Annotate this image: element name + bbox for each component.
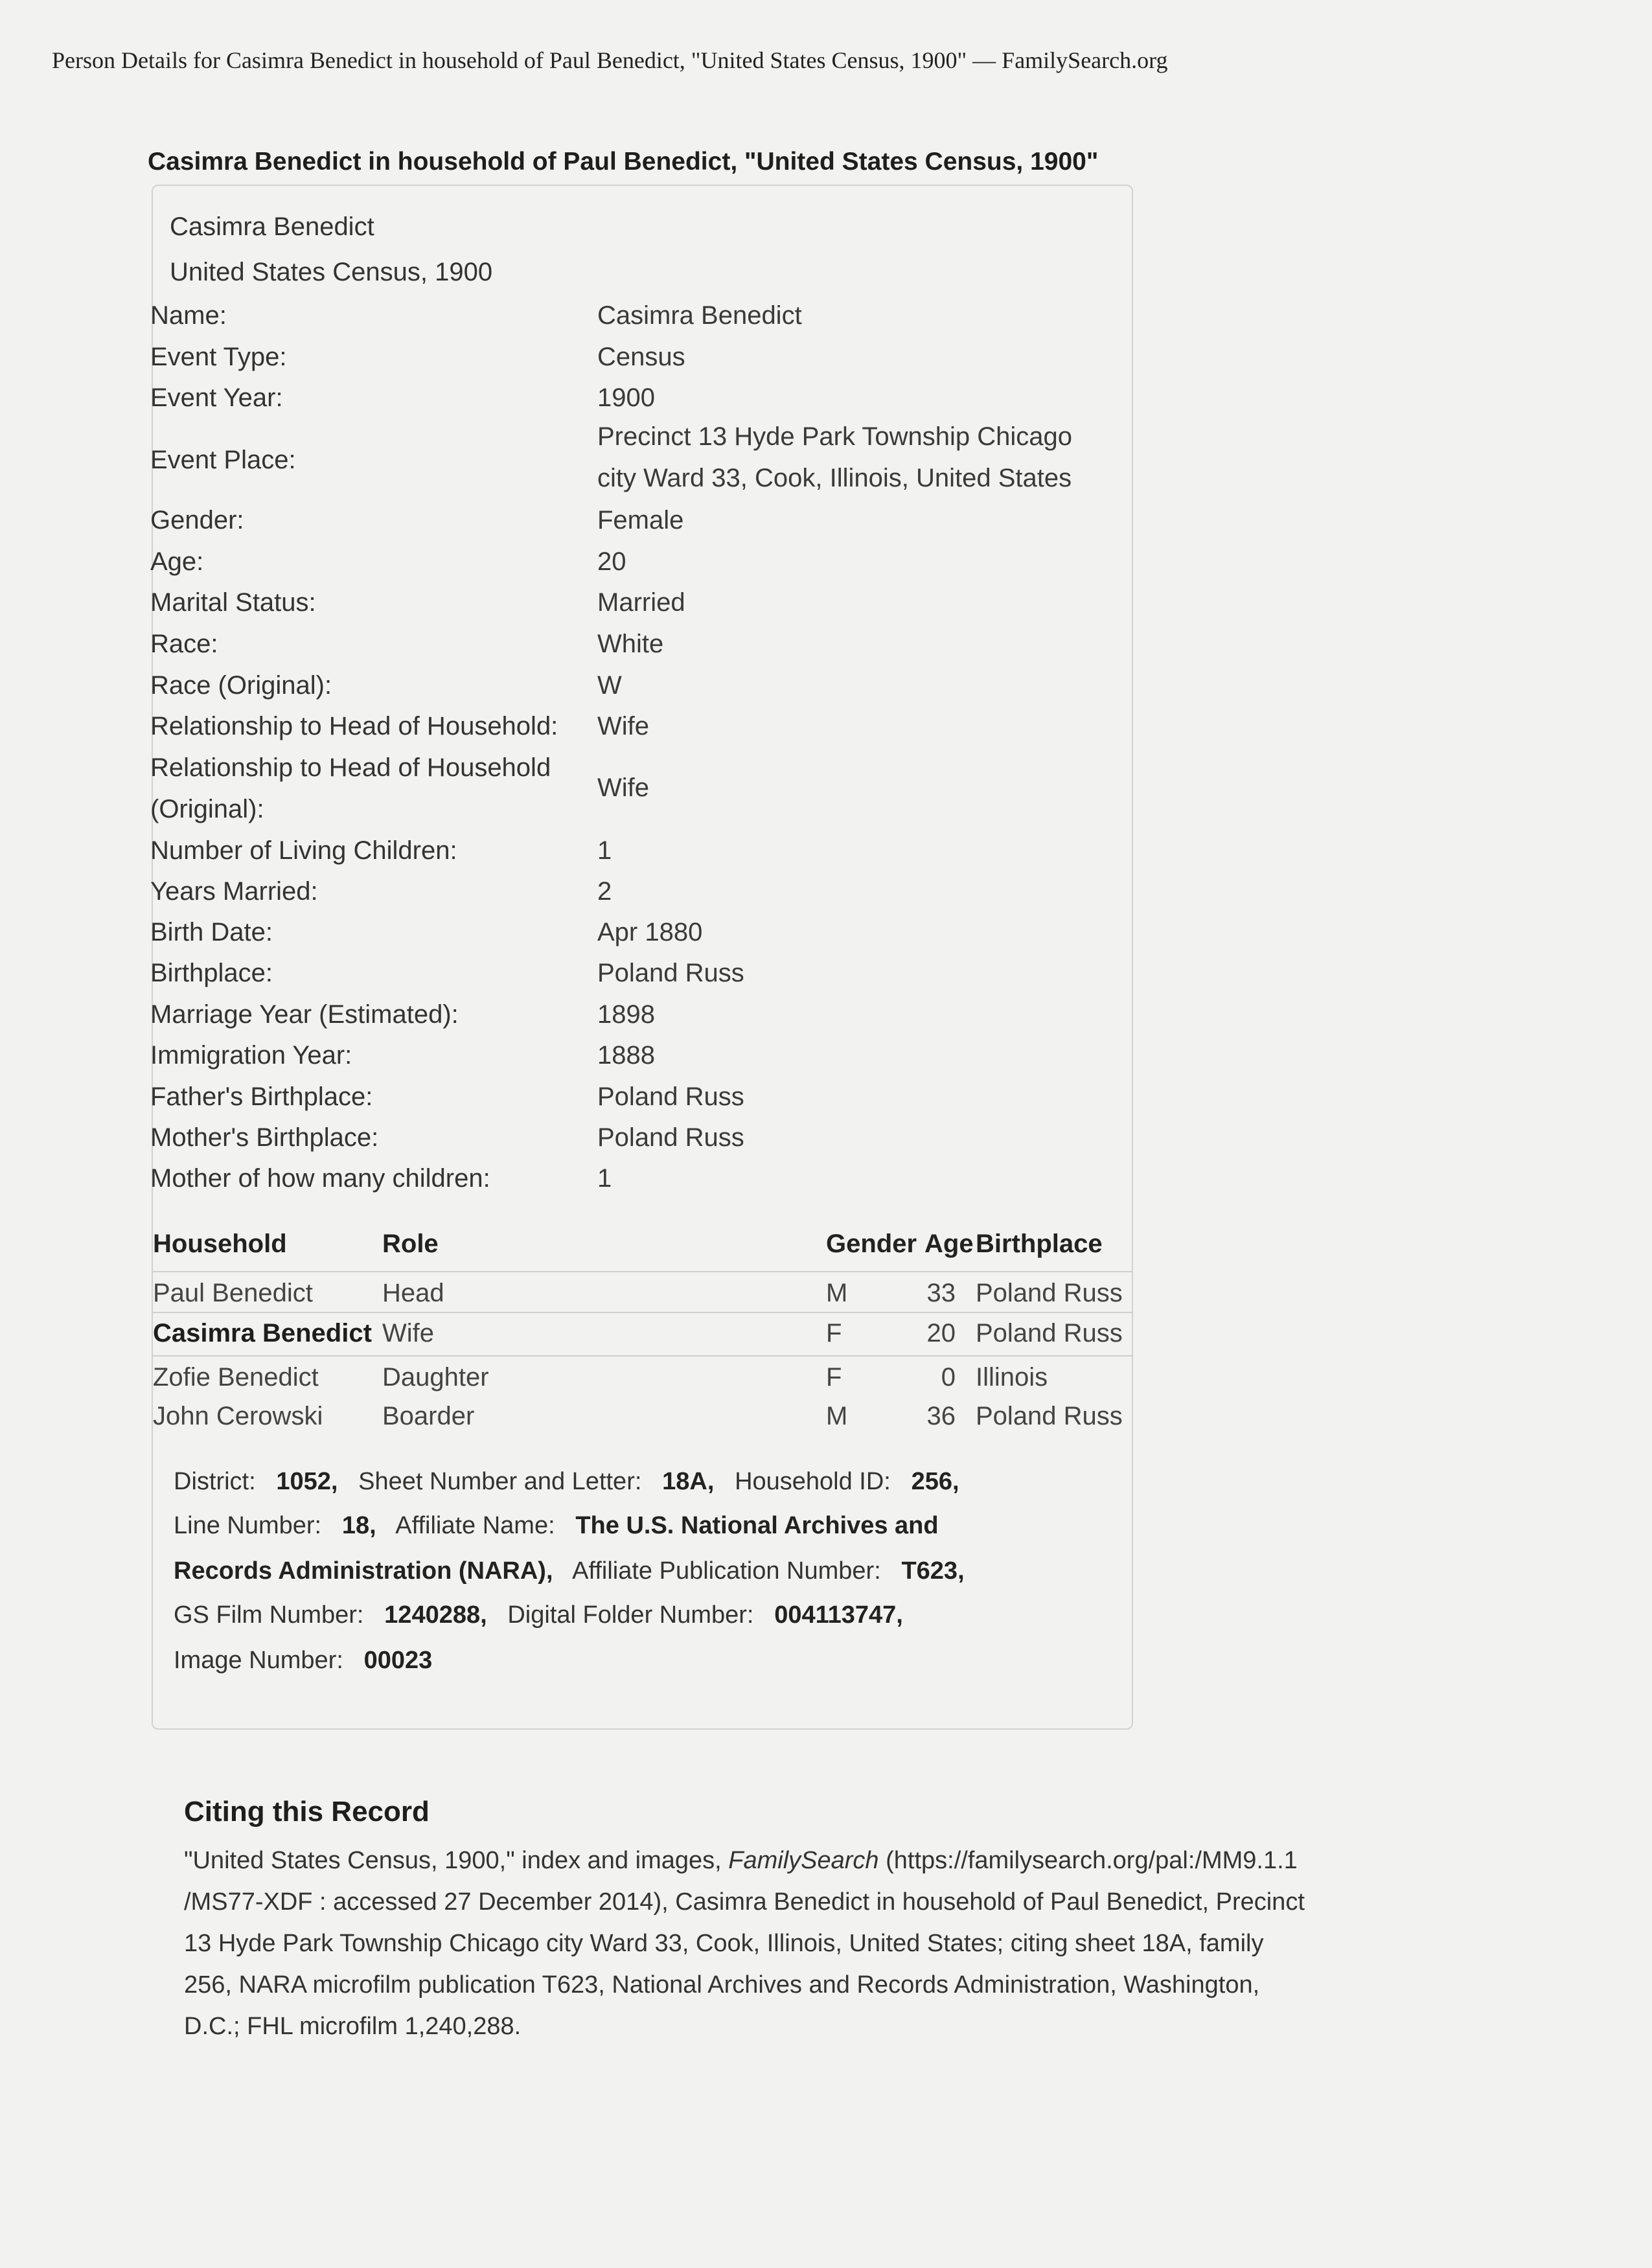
gender-cell: F bbox=[826, 1363, 842, 1392]
birthplace-cell: Poland Russ bbox=[976, 1402, 1123, 1430]
affiliate-pub-value: T623 bbox=[901, 1557, 958, 1585]
line-number-label: Line Number: bbox=[174, 1512, 322, 1539]
separator: , bbox=[330, 1468, 338, 1495]
record-title: Casimra Benedict in household of Paul Benedict, "United States Census, 1900" bbox=[148, 148, 1099, 176]
household-id-value: 256 bbox=[911, 1468, 952, 1495]
field-value: 2 bbox=[597, 877, 612, 906]
household-member-link[interactable]: Paul Benedict bbox=[153, 1279, 313, 1307]
birthplace-column-header: Birthplace bbox=[976, 1230, 1103, 1258]
citation-fragment: (https://familysearch.org/pal:/MM9.1.1 bbox=[878, 1847, 1298, 1874]
meta-line-2 bbox=[174, 1512, 939, 1540]
field-value: 1898 bbox=[597, 1000, 655, 1029]
meta-line-3 bbox=[174, 1557, 965, 1585]
field-label: Event Type: bbox=[150, 343, 287, 371]
field-label: Mother of how many children: bbox=[150, 1164, 490, 1193]
line-number-value: 18 bbox=[341, 1512, 370, 1539]
field-value: 1 bbox=[597, 836, 612, 865]
age-column-header: Age bbox=[924, 1230, 974, 1258]
citation-line: 256, NARA microfilm publication T623, National Archives and Records Administration, Washington, bbox=[184, 1971, 1260, 1999]
table-header-rule bbox=[152, 1271, 1133, 1272]
gender-cell: F bbox=[826, 1319, 842, 1347]
field-label: Race (Original): bbox=[150, 671, 332, 700]
field-value: Precinct 13 Hyde Park Township Chicago bbox=[597, 422, 1072, 451]
field-label: Relationship to Head of Household bbox=[150, 753, 551, 782]
citation-line: /MS77-XDF : accessed 27 December 2014), Casimra Benedict in household of Paul Benedict, Precinct bbox=[184, 1888, 1305, 1916]
age-cell: 0 bbox=[941, 1363, 956, 1392]
field-value: Wife bbox=[597, 712, 649, 740]
age-cell: 20 bbox=[926, 1319, 956, 1347]
field-label: Immigration Year: bbox=[150, 1041, 352, 1070]
district-label: District: bbox=[174, 1468, 256, 1495]
citation-fragment: "United States Census, 1900," index and images, bbox=[184, 1847, 729, 1874]
sheet-value: 18A bbox=[662, 1468, 707, 1495]
birthplace-cell: Poland Russ bbox=[976, 1319, 1123, 1347]
household-member-link[interactable]: Zofie Benedict bbox=[153, 1363, 319, 1392]
field-label: Gender: bbox=[150, 506, 244, 534]
field-value: 1888 bbox=[597, 1041, 655, 1070]
digital-folder-label: Digital Folder Number: bbox=[507, 1601, 754, 1629]
meta-line-1 bbox=[174, 1468, 959, 1496]
field-label: Mother's Birthplace: bbox=[150, 1123, 379, 1152]
separator: , bbox=[958, 1557, 965, 1585]
field-label: Relationship to Head of Household: bbox=[150, 712, 558, 740]
page-header: Person Details for Casimra Benedict in household of Paul Benedict, "United States Census, 1900" — FamilySearch.org bbox=[52, 47, 1168, 73]
role-cell: Daughter bbox=[382, 1363, 489, 1392]
age-cell: 36 bbox=[926, 1402, 956, 1430]
household-member-link[interactable]: John Cerowski bbox=[153, 1402, 323, 1430]
affiliate-name-value-cont: Records Administration (NARA) bbox=[174, 1557, 546, 1585]
sheet-label: Sheet Number and Letter: bbox=[358, 1468, 642, 1495]
gender-column-header: Gender bbox=[826, 1230, 917, 1258]
field-label: Name: bbox=[150, 301, 227, 330]
affiliate-name-value: The U.S. National Archives and bbox=[575, 1512, 939, 1539]
image-number-label: Image Number: bbox=[174, 1647, 343, 1674]
collection-name: United States Census, 1900 bbox=[170, 258, 493, 286]
digital-folder-value: 004113747 bbox=[774, 1601, 897, 1629]
citation-source-name: FamilySearch bbox=[728, 1847, 879, 1874]
row-divider bbox=[152, 1355, 1133, 1357]
field-label: Birth Date: bbox=[150, 918, 273, 946]
citing-section-title: Citing this Record bbox=[184, 1796, 430, 1827]
citation-text bbox=[184, 1840, 1454, 2047]
field-value: Female bbox=[597, 506, 684, 534]
row-divider bbox=[152, 1312, 1133, 1313]
gender-cell: M bbox=[826, 1279, 848, 1307]
field-label: Event Year: bbox=[150, 384, 283, 412]
field-label: Marital Status: bbox=[150, 588, 316, 617]
separator: , bbox=[369, 1512, 376, 1539]
affiliate-name-label: Affiliate Name: bbox=[395, 1512, 555, 1539]
person-name-heading: Casimra Benedict bbox=[170, 212, 374, 241]
meta-line-5 bbox=[174, 1647, 432, 1675]
field-label: Race: bbox=[150, 630, 218, 658]
separator: , bbox=[707, 1468, 715, 1495]
birthplace-cell: Poland Russ bbox=[976, 1279, 1123, 1307]
role-cell: Head bbox=[382, 1279, 444, 1307]
role-column-header: Role bbox=[382, 1230, 439, 1258]
separator: , bbox=[480, 1601, 487, 1629]
household-id-label: Household ID: bbox=[735, 1468, 891, 1495]
field-value: Casimra Benedict bbox=[597, 301, 802, 330]
field-value: Married bbox=[597, 588, 685, 617]
image-number-value: 00023 bbox=[363, 1647, 433, 1674]
affiliate-pub-label: Affiliate Publication Number: bbox=[572, 1557, 881, 1585]
citation-line bbox=[184, 1840, 1454, 1881]
citation-line: 13 Hyde Park Township Chicago city Ward 33, Cook, Illinois, United States; citing sheet 18A, family bbox=[184, 1930, 1264, 1957]
field-value: W bbox=[597, 671, 622, 700]
field-value: 1900 bbox=[597, 384, 655, 412]
field-label: Birthplace: bbox=[150, 959, 273, 987]
separator: , bbox=[545, 1557, 553, 1585]
field-value: 20 bbox=[597, 547, 626, 576]
field-value: White bbox=[597, 630, 664, 658]
gs-film-value: 1240288 bbox=[384, 1601, 481, 1629]
field-label: Marriage Year (Estimated): bbox=[150, 1000, 459, 1029]
gs-film-label: GS Film Number: bbox=[174, 1601, 364, 1629]
field-value: Apr 1880 bbox=[597, 918, 703, 946]
separator: , bbox=[952, 1468, 959, 1495]
field-value: Poland Russ bbox=[597, 1123, 744, 1152]
gender-cell: M bbox=[826, 1402, 848, 1430]
birthplace-cell: Illinois bbox=[976, 1363, 1048, 1392]
district-value: 1052 bbox=[276, 1468, 331, 1495]
field-label: Age: bbox=[150, 547, 204, 576]
field-value: Wife bbox=[597, 773, 649, 802]
role-cell: Wife bbox=[382, 1319, 434, 1347]
household-member-current: Casimra Benedict bbox=[153, 1319, 372, 1347]
field-value: 1 bbox=[597, 1164, 612, 1193]
field-label: Father's Birthplace: bbox=[150, 1082, 373, 1111]
separator: , bbox=[896, 1601, 903, 1629]
field-value: city Ward 33, Cook, Illinois, United States bbox=[597, 464, 1072, 492]
citation-line: D.C.; FHL microfilm 1,240,288. bbox=[184, 2013, 522, 2040]
field-value: Poland Russ bbox=[597, 1082, 744, 1111]
field-label: (Original): bbox=[150, 795, 264, 823]
field-label: Event Place: bbox=[150, 446, 296, 474]
role-cell: Boarder bbox=[382, 1402, 475, 1430]
field-value: Census bbox=[597, 343, 685, 371]
field-value: Poland Russ bbox=[597, 959, 744, 987]
meta-line-4 bbox=[174, 1601, 903, 1629]
age-cell: 33 bbox=[926, 1279, 956, 1307]
household-column-header: Household bbox=[153, 1230, 287, 1258]
field-label: Number of Living Children: bbox=[150, 836, 457, 865]
field-label: Years Married: bbox=[150, 877, 318, 906]
